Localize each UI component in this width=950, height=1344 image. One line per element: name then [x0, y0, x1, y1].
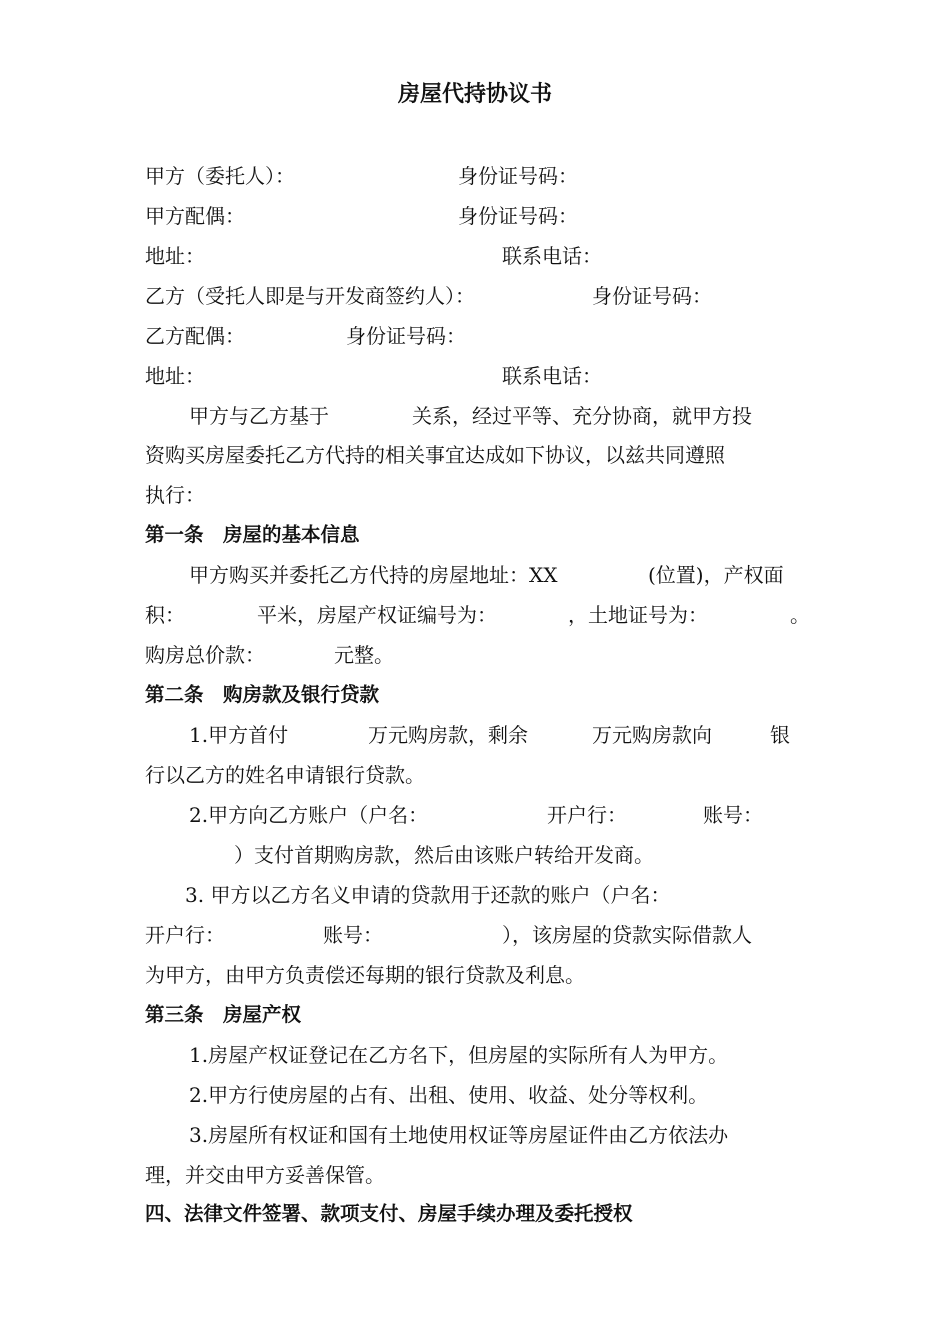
party-b-spouse-id-label: 身份证号码：: [346, 324, 466, 348]
party-b-phone-label: 联系电话：: [502, 364, 602, 388]
art1-line-1a: 甲方购买并委托乙方代持的房屋地址：XX: [189, 563, 558, 587]
art2-item-1b: 万元购房款，剩余: [368, 723, 528, 747]
art2-item-3a: 3. 甲方以乙方名义申请的贷款用于还款的账户（户名：: [185, 883, 671, 907]
party-a-phone-label: 联系电话：: [502, 244, 602, 268]
art2-item-2b: 开户行：: [547, 803, 627, 827]
article-3-heading: 第三条 房屋产权: [145, 1003, 302, 1026]
party-b-label: 乙方（受托人即是与开发商签约人）：: [145, 284, 475, 308]
art1-line-3a: 购房总价款：: [145, 643, 265, 667]
intro-line-2: 资购买房屋委托乙方代持的相关事宜达成如下协议，以兹共同遵照: [145, 443, 725, 467]
art1-line-3b: 元整。: [334, 643, 394, 667]
intro-part-1: 甲方与乙方基于: [189, 404, 329, 428]
art2-item-3c: 账号：: [323, 923, 383, 947]
party-b-id-label: 身份证号码：: [592, 284, 712, 308]
party-a-id-label: 身份证号码：: [458, 164, 578, 188]
art3-item-3b: 理，并交由甲方妥善保管。: [145, 1163, 385, 1187]
party-a-spouse-label: 甲方配偶：: [145, 204, 245, 228]
party-b-spouse-label: 乙方配偶：: [145, 324, 245, 348]
article-1-heading: 第一条 房屋的基本信息: [145, 523, 360, 546]
party-b-address-label: 地址：: [145, 364, 205, 388]
art2-item-3d: ），该房屋的贷款实际借款人: [502, 923, 752, 947]
art2-item-1e: 行以乙方的姓名申请银行贷款。: [145, 763, 425, 787]
art2-item-1d: 银: [770, 723, 790, 747]
art2-item-2a: 2.甲方向乙方账户（户名：: [189, 803, 429, 827]
art2-item-3b: 开户行：: [145, 923, 225, 947]
party-a-label: 甲方（委托人）：: [145, 164, 295, 188]
art1-line-2d: 。: [790, 603, 810, 627]
art3-item-1: 1.房屋产权证登记在乙方名下，但房屋的实际所有人为甲方。: [189, 1043, 729, 1067]
art2-item-1c: 万元购房款向: [592, 723, 712, 747]
article-4-heading: 四、法律文件签署、款项支付、房屋手续办理及委托授权: [145, 1202, 633, 1225]
party-a-spouse-id-label: 身份证号码：: [458, 204, 578, 228]
art1-line-1b: (位置)，产权面: [648, 563, 784, 587]
art1-line-2b: 平米，房屋产权证编号为：: [257, 603, 497, 627]
art3-item-2: 2.甲方行使房屋的占有、出租、使用、收益、处分等权利。: [189, 1083, 709, 1107]
art2-item-3e: 为甲方，由甲方负责偿还每期的银行贷款及利息。: [145, 963, 585, 987]
art2-item-2c: 账号：: [703, 803, 763, 827]
article-2-heading: 第二条 购房款及银行贷款: [145, 683, 380, 706]
intro-part-2: 关系，经过平等、充分协商，就甲方投: [412, 404, 752, 428]
art3-item-3a: 3.房屋所有权证和国有土地使用权证等房屋证件由乙方依法办: [189, 1123, 729, 1147]
art2-item-1a: 1.甲方首付: [189, 723, 289, 747]
document-title: 房屋代持协议书: [397, 82, 552, 107]
art1-line-2c: ，土地证号为：: [568, 603, 708, 627]
party-a-address-label: 地址：: [145, 244, 205, 268]
art1-line-2a: 积：: [145, 603, 185, 627]
art2-item-2d: ）支付首期购房款，然后由该账户转给开发商。: [234, 843, 654, 867]
intro-line-3: 执行：: [145, 483, 205, 507]
